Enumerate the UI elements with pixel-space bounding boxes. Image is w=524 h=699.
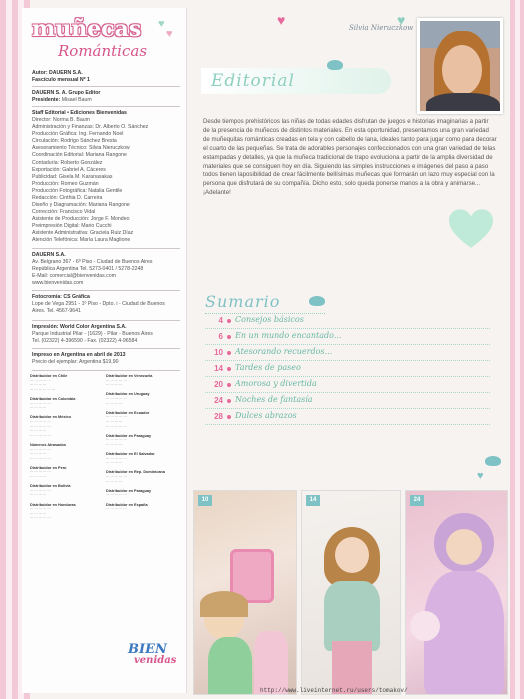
divider (32, 86, 180, 87)
bird-icon (485, 456, 501, 466)
staff-line: Corrección: Francisco Vidal (32, 209, 96, 215)
distributor-heading: Números Atrasados (30, 442, 66, 447)
author-line: Autor: DAUERN S.A. (32, 70, 83, 76)
editorial-title: Editorial (211, 71, 295, 91)
page-badge: 14 (306, 495, 320, 506)
toc-item[interactable] (205, 329, 490, 345)
table-of-contents (205, 313, 490, 425)
distributor-heading: Distribuidor en España (106, 502, 148, 507)
divider (32, 370, 180, 371)
divider (32, 248, 180, 249)
sumario-title: Sumario (205, 292, 281, 311)
doll-photo-14 (301, 490, 401, 695)
heart-icon: ♥ (166, 28, 173, 40)
divider (32, 348, 180, 349)
logo-line-1: muñecas (32, 16, 142, 42)
heart-icon: ♥ (158, 18, 165, 30)
distributor-heading: Distribuidor en Colombia (30, 396, 76, 401)
footer-url[interactable]: http://www.liveinternet.ru/users/tomakov/ (260, 687, 408, 694)
toc-page: 20 (214, 380, 223, 389)
address-block (32, 252, 182, 287)
group-block (32, 90, 182, 104)
toc-title: Amorosa y divertida (235, 379, 317, 388)
toc-page: 14 (214, 364, 223, 373)
toc-item[interactable] (205, 377, 490, 393)
staff2-block (32, 160, 182, 244)
address-line: República Argentina Tel. 5273-0401 / 5278-2248 (32, 266, 144, 272)
staff-line: Circulación: Rodrigo Sánchez Bresta (32, 138, 117, 144)
distributors-left: Distribuidor en Chile ··· ··· ··· ··· ··· ··· ··· ··· ··· ··· ··· ··· ··· ··· ··· Distribuidor en Colombia ··· ··· ··· ··· ··· ··· ··· ··· ··· Distribuidor en México ··· ··· ··· ··· ··· ··· ··· ··· ··· ··· ··· ··· ··· ··· ··· ··· ··· ··· ··· Números Atrasados ··· ··· ··· ··· ··· ··· ··· ··· ··· ··· ··· ··· ··· ··· Distribuidor en Perú ··· ··· ··· ··· ··· ··· ··· ··· ··· Distribuidor en Bolivia ··· ··· ··· ··· ··· ··· ··· ··· ··· Distribuidor en Honduras ··· ··· ··· ··· ··· ··· ··· ··· ··· ··· ··· ··· ··· ··· (30, 374, 76, 521)
toc-item[interactable] (205, 345, 490, 361)
toc-title: Dulces abrazos (235, 411, 297, 420)
print-line: Tel. (02322) 4-396590 - Fax. (02322) 4-96584 (32, 338, 138, 344)
print-credit: Impresión: World Color Argentina S.A. (32, 324, 127, 330)
staff-line: Coordinación Editorial: Mariana Rangone (32, 152, 127, 158)
president-label: Presidente: (32, 97, 61, 103)
editor-signature: Silvia Nieruczkow (349, 24, 414, 32)
president-name: Misael Baum (61, 97, 92, 103)
distributor-heading: Distribuidor en El Salvador (106, 452, 155, 457)
address-line: www.bienvenidas.com (32, 280, 84, 286)
bird-icon (327, 60, 343, 70)
heart-icon: ♥ (477, 470, 484, 482)
editorial-banner (201, 68, 391, 94)
staff-line: Asistente Administrativa: Graciela Ruiz Díaz (32, 230, 134, 236)
distributor-heading: Distribuidor en Bolivia (30, 484, 71, 489)
toc-page: 6 (218, 332, 223, 341)
address-line: E-Mail: comercial@bienvenidas.com (32, 273, 116, 279)
editor-photo (417, 18, 503, 114)
staff-line: Preimpresión Digital: Mario Cucchi (32, 223, 112, 229)
staff-line: Administración y Finanzas: Dr. Alberto O. Sánchez (32, 124, 149, 130)
distributor-heading: Distribuidor en Uruguay (106, 392, 150, 397)
toc-page: 28 (214, 412, 223, 421)
photo-credit-block (32, 294, 182, 315)
address-line: Av. Belgrano 367 - 6º Piso - Ciudad de Buenos Aires (32, 259, 153, 265)
print-line: Parque Industrial Pilar - (1629) - Pilar - Buenos Aires (32, 331, 153, 337)
doll-photo-24 (405, 490, 508, 695)
photo-credit: Fotocromía: CS Gráfica (32, 294, 90, 300)
divider (32, 320, 180, 321)
distributor-heading: Distribuidor en Paraguay (106, 433, 152, 438)
toc-title: Noches de fantasía (235, 395, 313, 404)
distributor-heading: Distribuidor en Rep. Dominicana (106, 470, 165, 475)
toc-item[interactable] (205, 393, 490, 409)
print-block (32, 324, 182, 345)
staff-line: Asistente de Producción: Jorge F. Mondeo (32, 216, 130, 222)
staff-heading: Staff Editorial • Ediciones Bienvenidas (32, 110, 127, 116)
sumario-heading (205, 292, 325, 314)
right-stripe-border (510, 0, 524, 699)
toc-page: 4 (218, 316, 223, 325)
toc-item[interactable] (205, 313, 490, 329)
toc-item[interactable] (205, 409, 490, 425)
distributor-heading: Distribuidor en Chile (30, 374, 68, 378)
photo-credit-line: Aires. Tel. 4567-9641 (32, 308, 81, 314)
staff-line: Contaduría: Roberto González (32, 160, 103, 166)
main-content (187, 8, 510, 693)
toc-page: 24 (214, 396, 223, 405)
distributor-heading: Distribuidor en Paraguay (106, 488, 152, 493)
toc-item[interactable] (205, 361, 490, 377)
staff-line: Asesoramiento Técnico: Silvia Nieruczkow (32, 145, 130, 151)
staff-line: Producción Gráfica: Ing. Fernando Noel (32, 131, 124, 137)
price-line: Precio del ejemplar: Argentina $19,90 (32, 359, 119, 365)
staff-line: Producción Fotográfica: Natalia Gentile (32, 188, 123, 194)
staff-line: Exportación: Gabriel A. Cáceres (32, 167, 106, 173)
toc-page: 10 (214, 348, 223, 357)
magazine-logo (28, 14, 178, 72)
toc-title: Atesorando recuerdos... (235, 347, 333, 356)
staff-line: Redacción: Cinthia D. Carreira (32, 195, 103, 201)
staff-line: Producción: Romeo Guzmán (32, 181, 99, 187)
masthead-column (22, 8, 187, 693)
divider (32, 290, 180, 291)
logo-line-2: Románticas (58, 42, 148, 60)
toc-title: En un mundo encantado... (235, 331, 342, 340)
editorial-text: Desde tiempos prehistóricos las niñas de todas edades disfrutan de juegos e historias imaginarias a partir de la presencia de muñecos de distintos materiales. En esta oportunidad, presentamos una gran variedad de muñequitas románticas creadas en tela y con cabello de lana, ideales tanto para jugar como para decorar el cuarto de las pequeñas. Se trata de adorables personajes confeccionados con una gran variedad de telas estampadas y detalles, ya que la muñeca tradicional de trapo evoluciona a partir de la amplia diversidad de materiales que se consiguen hoy en día. Siguiendo las simples instrucciones e imágenes del paso a paso todos tienen laposibilidad de crear fácilmente bellísimas muñecas que formarán un lazo muy especial con la persona que disfrutará de su compañía. Dicho esto, solo queda ponerse manos a la obra y animarse... ¡Adelante! (203, 118, 497, 197)
staff-line: Publicidad: Gisela M. Karanasakas (32, 174, 113, 180)
bird-icon (309, 296, 325, 306)
publisher-logo-word2: venidas (134, 655, 177, 666)
staff-line: Atención Telefónica: María Laura Maglione (32, 237, 131, 243)
page-badge: 24 (410, 495, 424, 506)
photo-credit-line: Lope de Vega 2951 - 1º Piso - Dpto. i - Ciudad de Buenos (32, 301, 165, 307)
heart-icon (449, 208, 493, 252)
staff-block (32, 110, 182, 159)
divider (32, 106, 180, 107)
heart-icon: ♥ (397, 12, 406, 28)
toc-title: Consejos básicos (235, 315, 304, 324)
printed-in-block (32, 352, 182, 366)
heart-icon: ♥ (277, 12, 286, 28)
distributors-right: Distribuidor en Venezuela ··· ··· ··· ··· ··· ··· ··· ··· ··· Distribuidor en Uruguay ··· ··· ··· ··· ··· ··· ··· ··· ··· Distribuidor en Ecuador ··· ··· ··· ··· ··· ··· ··· ··· ··· ··· ··· ··· ··· ··· Distribuidor en Paraguay ··· ··· ··· ··· ··· ··· ··· ··· ··· Distribuidor en El Salvador ··· ··· ··· ··· ··· ··· ··· ··· ··· Distribuidor en Rep. Dominicana ··· ··· ··· ··· ··· ··· ··· ··· ··· Distribuidor en Paraguay ··· ··· ··· ··· ··· Distribuidor en España ··· ··· ··· ··· ··· (106, 374, 165, 512)
staff-line: Diseño y Diagramación: Mariana Rangone (32, 202, 130, 208)
distributor-heading: Distribuidor en Perú (30, 465, 67, 470)
publisher-logo-word1: BIEN (128, 642, 167, 657)
page-badge: 10 (198, 495, 212, 506)
distributor-heading: Distribuidor en Honduras (30, 502, 76, 507)
distributor-heading: Distribuidor en Ecuador (106, 410, 150, 415)
publisher-logo (128, 644, 176, 666)
fascicle-line: Fascículo mensual Nº 1 (32, 77, 90, 83)
group-line: DAUERN S. A. Grupo Editor (32, 90, 101, 96)
toc-title: Tardes de paseo (235, 363, 301, 372)
masthead-header (32, 70, 182, 84)
distributor-heading: Distribuidor en Venezuela (106, 374, 153, 378)
distributor-heading: Distribuidor en México (30, 415, 71, 420)
doll-photo-10 (193, 490, 297, 695)
company-name: DAUERN S.A. (32, 252, 66, 258)
staff-line: Director: Norma B. Baum (32, 117, 90, 123)
printed-line: Impreso en Argentina en abril de 2013 (32, 352, 126, 358)
